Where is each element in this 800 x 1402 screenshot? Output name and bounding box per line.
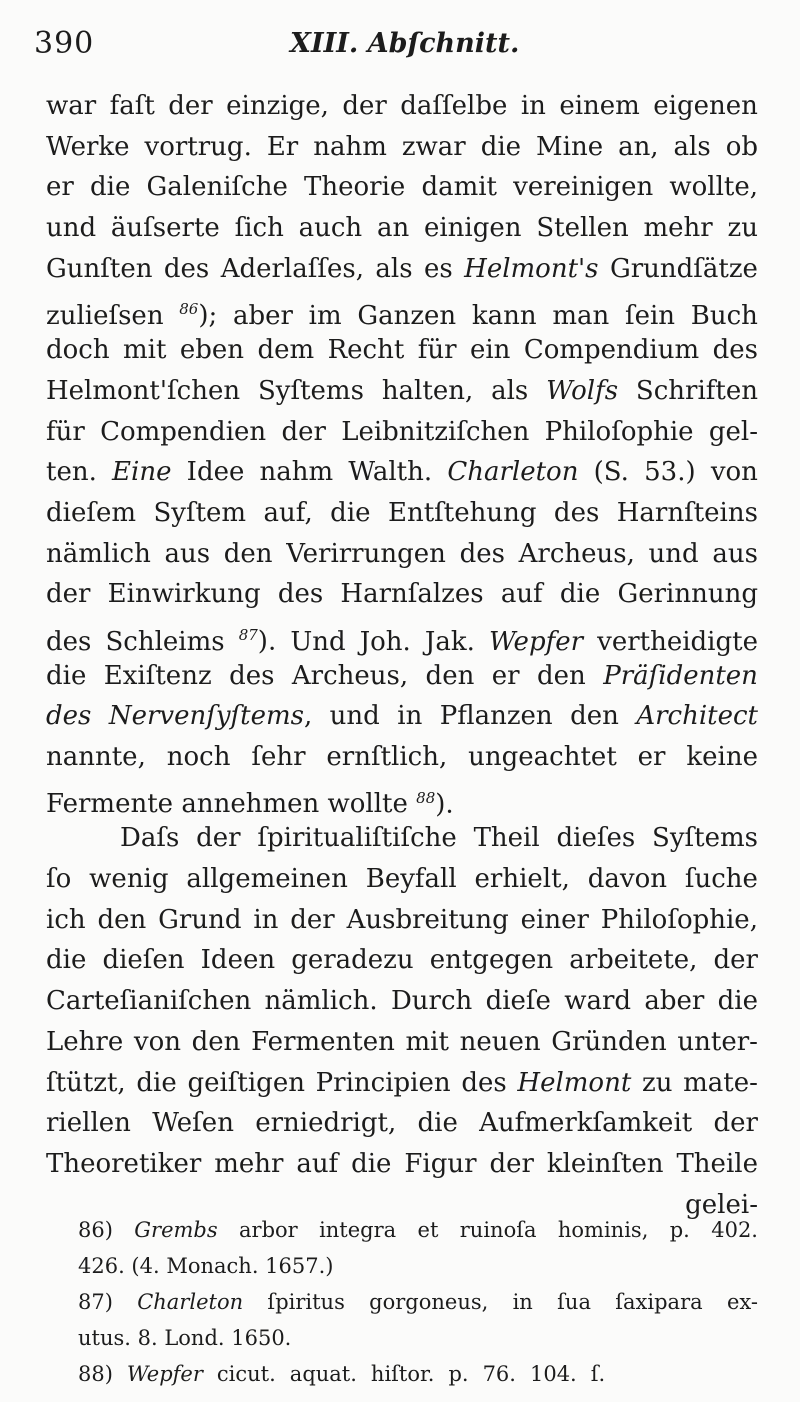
word: Theil <box>473 823 540 854</box>
word: Aufmerkſamkeit <box>479 1108 693 1139</box>
word: erniedrigt, <box>255 1108 397 1139</box>
word: Compendium <box>523 335 700 366</box>
word: des <box>163 253 210 284</box>
word: ſehr <box>251 742 306 772</box>
word: der <box>713 1108 758 1139</box>
text-line <box>46 127 758 168</box>
word: als <box>491 375 529 406</box>
text-line <box>46 859 758 900</box>
word: Syſtems <box>257 375 364 406</box>
text-line <box>46 534 758 575</box>
word: ten. <box>46 457 97 488</box>
word: entgegen <box>429 945 554 976</box>
word: Schleims <box>105 626 225 657</box>
word: den <box>537 660 586 691</box>
word: doch <box>46 335 110 366</box>
word: im <box>308 301 342 332</box>
word: Gerinnung <box>617 579 758 610</box>
text-line <box>46 249 758 290</box>
word: gelei- <box>685 1189 758 1220</box>
word: kann <box>471 301 537 332</box>
word: als <box>673 131 711 162</box>
word: ſich <box>234 213 284 244</box>
word: der <box>46 579 91 610</box>
word: daſſelbe <box>400 91 508 121</box>
word: Charleton <box>447 457 579 488</box>
word: zu <box>727 213 758 244</box>
word: ernſtlich, <box>326 742 448 772</box>
word: äuſserte <box>110 213 220 244</box>
word: aber <box>232 301 293 332</box>
word: Figur <box>404 1148 477 1179</box>
word: den <box>425 660 475 691</box>
text-line <box>46 696 758 737</box>
word: Stellen <box>536 213 629 244</box>
word: ein <box>469 335 511 366</box>
word: der <box>281 416 326 447</box>
footnote-continuation: 426. (4. Monach. 1657.) <box>78 1254 334 1278</box>
word: einzige, <box>226 91 329 121</box>
word: auf <box>296 1148 339 1179</box>
word: 53.) <box>644 457 696 488</box>
word: des <box>461 1067 507 1098</box>
word: der <box>489 1148 534 1179</box>
word: keine <box>686 742 758 772</box>
word: Pflanzen <box>439 701 553 732</box>
word: Daſs <box>120 823 180 854</box>
word: des <box>553 497 600 528</box>
word: in <box>397 701 423 732</box>
word: auf, <box>263 497 313 528</box>
word: wenig <box>89 864 169 895</box>
word: Eine <box>112 457 172 488</box>
word: Gunſten <box>46 253 153 284</box>
word: ſein <box>624 301 676 332</box>
text-line <box>46 818 758 859</box>
word: Theorie <box>304 172 406 203</box>
word: eben <box>179 335 245 366</box>
word: ſo <box>46 864 72 895</box>
word: des <box>277 579 324 610</box>
word: die <box>46 660 87 691</box>
word: Theile <box>676 1148 758 1179</box>
word: den <box>97 904 147 935</box>
word: des <box>229 660 275 691</box>
word: Harnſalzes <box>340 579 484 610</box>
word: des <box>459 538 505 569</box>
word: riellen <box>46 1108 131 1139</box>
footnote-87: 87) Charleton ſpiritus gorgoneus, in ſua ſaxipara ex- <box>78 1290 758 1314</box>
word: Harnſteins <box>616 497 758 528</box>
word: aus <box>712 538 758 569</box>
text-line <box>46 452 758 493</box>
word: Präſidenten <box>603 660 758 691</box>
word: den <box>223 538 273 569</box>
page-header <box>34 26 764 66</box>
word: unter- <box>677 1026 758 1057</box>
word: geradezu <box>291 945 414 976</box>
word: Syſtem <box>153 497 247 528</box>
word: Weſen <box>152 1108 234 1139</box>
word: Beyfall <box>365 864 457 895</box>
word: auf <box>500 579 543 610</box>
text-line <box>46 167 758 208</box>
text-line <box>46 940 758 981</box>
word: erhielt, <box>474 864 570 895</box>
word: von <box>133 1026 181 1057</box>
word: Carteſianiſchen <box>46 986 252 1017</box>
word: die <box>480 131 522 162</box>
text-line <box>46 1144 758 1185</box>
footnote-88: 88) Wepfer cicut. aquat. hiſtor. p. 76. 104. ſ. <box>78 1362 606 1386</box>
word: des <box>46 701 92 732</box>
word: ungeachtet <box>468 742 617 772</box>
text-line <box>46 574 758 615</box>
word: halten, <box>381 375 474 406</box>
word: Ganzen <box>357 301 457 332</box>
word: mehr <box>214 1148 284 1179</box>
word: den <box>191 1026 241 1057</box>
word: Ideen <box>200 945 276 976</box>
word: nahm <box>259 457 334 488</box>
word: Wolfs <box>546 375 619 406</box>
word: dem <box>257 335 315 366</box>
text-line <box>46 615 758 656</box>
word: nämlich <box>46 538 151 569</box>
word: wollte <box>327 789 408 820</box>
word: die <box>717 986 758 1017</box>
word: der <box>290 904 335 935</box>
word: die <box>136 1067 177 1098</box>
word: Und <box>290 626 346 657</box>
word: Einwirkung <box>107 579 261 610</box>
word: des <box>46 626 92 657</box>
word: Entſtehung <box>387 497 537 528</box>
text-line <box>46 981 758 1022</box>
word: einer <box>520 904 589 935</box>
word: mit <box>123 335 167 366</box>
footnotes <box>78 1212 758 1392</box>
word: Syſtems <box>652 823 758 854</box>
word: $^{88}$). <box>416 788 454 820</box>
word: Principien <box>315 1067 451 1098</box>
word: eigenen <box>653 91 758 121</box>
word: Helmont'ſchen <box>46 375 241 406</box>
word: Philoſophie, <box>600 904 758 935</box>
word: Exiſtenz <box>103 660 212 691</box>
word: auch <box>298 213 363 244</box>
word: Helmont <box>517 1067 632 1098</box>
word: Jak. <box>424 626 475 657</box>
word: Helmont's <box>464 253 599 284</box>
word: Philoſophie <box>544 416 694 447</box>
text-line <box>46 737 758 778</box>
running-head: XIII. Abſchnitt. <box>290 28 520 59</box>
word: Archeus, <box>291 660 409 691</box>
word: aber <box>644 986 705 1017</box>
word: der <box>342 91 387 121</box>
word: damit <box>421 172 497 203</box>
body-text <box>46 86 758 1225</box>
word: Archeus, <box>518 538 635 569</box>
word: Compendien <box>100 416 267 447</box>
word: noch <box>166 742 231 772</box>
word: Ausbreitung <box>346 904 509 935</box>
word: Buch <box>690 301 758 332</box>
word: vertheidigte <box>597 626 758 657</box>
word: allgemeinen <box>186 864 348 895</box>
word: und <box>329 701 380 732</box>
text-line <box>46 656 758 697</box>
word: und <box>648 538 699 569</box>
word: mehr <box>643 213 713 244</box>
word: zu <box>642 1067 673 1098</box>
word: Gründen <box>551 1026 667 1057</box>
word: in <box>253 904 279 935</box>
word: die <box>351 1148 392 1179</box>
word: mate- <box>683 1067 758 1098</box>
word: er <box>637 742 666 772</box>
footnote-86: 86) Grembs arbor integra et ruinoſa hominis, p. 402. <box>78 1218 758 1242</box>
word: Theoretiker <box>46 1148 202 1179</box>
word: Schriften <box>635 375 758 406</box>
text-line <box>46 1063 758 1104</box>
word: annehmen <box>181 789 320 820</box>
word: dieſen <box>102 945 185 976</box>
word: vereinigen <box>513 172 654 203</box>
word: Er <box>266 131 299 162</box>
word: Lehre <box>46 1026 124 1057</box>
word: der <box>168 91 213 121</box>
text-line <box>46 1103 758 1144</box>
word: Walth. <box>348 457 433 488</box>
page-number: 390 <box>34 26 95 61</box>
word: ob <box>725 131 758 162</box>
word: faſt <box>109 91 155 121</box>
word: die <box>330 497 371 528</box>
word: es <box>424 253 453 284</box>
word: er <box>46 172 74 203</box>
word: ward <box>564 986 632 1017</box>
word: den <box>570 701 619 732</box>
word: der <box>713 945 758 976</box>
word: Recht <box>327 335 405 366</box>
word: man <box>552 301 610 332</box>
text-line <box>46 493 758 534</box>
word: Mine <box>536 131 604 162</box>
word: kleinſten <box>546 1148 664 1179</box>
word: Durch <box>390 986 473 1017</box>
text-line <box>46 778 758 819</box>
word: an <box>376 213 410 244</box>
word: Verirrungen <box>286 538 446 569</box>
word: für <box>46 416 85 447</box>
word: Nervenſyſtems, <box>108 701 313 732</box>
word: als <box>375 253 413 284</box>
text-line <box>46 86 758 127</box>
word: die <box>417 1108 458 1139</box>
word: die <box>46 945 87 976</box>
word: die <box>559 579 601 610</box>
word: in <box>520 91 546 121</box>
word: und <box>46 213 97 244</box>
word: der <box>196 823 241 854</box>
word: die <box>89 172 131 203</box>
word: Idee <box>186 457 245 488</box>
word: wollte, <box>669 172 758 203</box>
word: davon <box>587 864 667 895</box>
word: nannte, <box>46 742 146 772</box>
footnote-continuation: utus. 8. Lond. 1650. <box>78 1326 292 1350</box>
word: Wepfer <box>488 626 584 657</box>
word: zulieſsen <box>46 301 164 332</box>
word: einem <box>559 91 640 121</box>
word: war <box>46 91 97 121</box>
word: Galeniſche <box>146 172 288 203</box>
word: Werke <box>46 131 130 162</box>
text-line <box>46 289 758 330</box>
word: Fermenten <box>251 1026 395 1057</box>
text-line <box>46 900 758 941</box>
word: ſuche <box>684 864 758 895</box>
word: geiſtigen <box>187 1067 305 1098</box>
word: nahm <box>313 131 387 162</box>
text-line <box>46 330 758 371</box>
text-line <box>46 1022 758 1063</box>
word: Architect <box>636 701 758 732</box>
word: arbeitete, <box>569 945 698 976</box>
word: dieſes <box>556 823 636 854</box>
word: an, <box>618 131 659 162</box>
word: ich <box>46 904 86 935</box>
word: für <box>417 335 457 366</box>
text-line <box>46 208 758 249</box>
word: ſtützt, <box>46 1067 126 1098</box>
word: mit <box>405 1026 449 1057</box>
word: er <box>491 660 520 691</box>
word: des <box>712 335 758 366</box>
word: Aderlaſſes, <box>220 253 364 284</box>
word: Leibnitziſchen <box>341 416 530 447</box>
word: aus <box>164 538 211 569</box>
word: $^{87}$). <box>238 625 277 657</box>
word: Grundſätze <box>609 253 758 284</box>
word: zwar <box>401 131 466 162</box>
word: Joh. <box>359 626 411 657</box>
word: neuen <box>459 1026 541 1057</box>
word: ſpiritualiſtiſche <box>257 823 457 854</box>
word: einigen <box>423 213 522 244</box>
text-line <box>46 412 758 453</box>
word: Fermente <box>46 789 174 820</box>
word: $^{86}$); <box>179 300 218 332</box>
word: dieſe <box>485 986 551 1017</box>
word: gel- <box>708 416 758 447</box>
word: (S. <box>593 457 629 488</box>
word: von <box>710 457 758 488</box>
word: Grund <box>158 904 242 935</box>
word: dieſem <box>46 497 137 528</box>
text-line <box>46 371 758 412</box>
word: vortrug. <box>144 131 252 162</box>
word: nämlich. <box>264 986 378 1017</box>
